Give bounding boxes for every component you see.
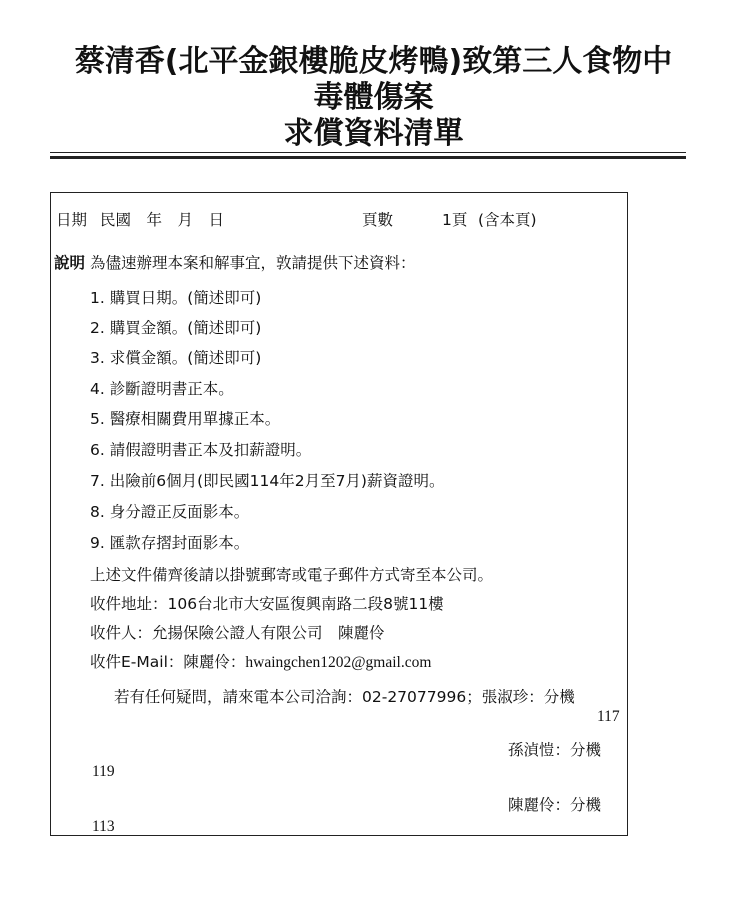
date-label: 日期 <box>56 211 88 229</box>
address-label: 收件地址： <box>90 595 168 613</box>
intro-label: 說明 <box>54 254 86 272</box>
list-item: 4. 診斷證明書正本。 <box>90 380 234 398</box>
list-item: 7. 出險前6個月(即民國114年2月至7月)薪資證明。 <box>90 472 445 490</box>
contact-name-3: 陳麗伶：分機 <box>508 796 602 814</box>
list-item: 3. 求償金額。(簡述即可) <box>90 349 262 367</box>
list-item: 1. 購買日期。(簡述即可) <box>90 289 262 307</box>
title-divider-thick <box>50 156 686 159</box>
document-title-line-1: 蔡清香(北平金銀樓脆皮烤鴨)致第三人食物中 <box>74 44 673 79</box>
extension-117: 117 <box>597 708 620 725</box>
email-line <box>90 652 431 673</box>
title-divider-thin <box>50 152 686 153</box>
recipient-line <box>90 623 385 643</box>
intro-text <box>54 253 415 273</box>
pages-value: 1頁 <box>442 211 468 229</box>
list-item: 5. 醫療相關費用單據正本。 <box>90 410 281 428</box>
contact-name-2: 孫湞愷：分機 <box>508 741 602 759</box>
contact-line: 若有任何疑問，請來電本公司洽詢：02-27077996；張淑珍：分機 <box>114 688 575 706</box>
list-item: 2. 購買金額。(簡述即可) <box>90 319 262 337</box>
extension-119: 119 <box>92 763 115 780</box>
email-address: hwaingchen1202@gmail.com <box>245 654 432 671</box>
extension-113: 113 <box>92 818 115 835</box>
address-line <box>90 594 444 614</box>
pages-note: (含本頁) <box>478 211 537 229</box>
email-label: 收件E-Mail：陳麗伶： <box>90 653 246 671</box>
address-value: 106台北市大安區復興南路二段8號11樓 <box>167 595 444 613</box>
list-item: 9. 匯款存摺封面影本。 <box>90 534 250 552</box>
recipient-value: 允揚保險公證人有限公司 陳麗伶 <box>152 624 385 642</box>
list-item: 6. 請假證明書正本及扣薪證明。 <box>90 441 312 459</box>
document-title-line-2: 毒體傷案 <box>313 80 434 115</box>
document-title-line-3: 求償資料清單 <box>283 116 464 151</box>
mailing-note: 上述文件備齊後請以掛號郵寄或電子郵件方式寄至本公司。 <box>90 566 494 584</box>
date-value: 民國 年 月 日 <box>100 211 225 229</box>
recipient-label: 收件人： <box>90 624 153 642</box>
pages-label: 頁數 <box>362 211 394 229</box>
intro-body: 為儘速辦理本案和解事宜，敦請提供下述資料： <box>89 254 416 272</box>
list-item: 8. 身分證正反面影本。 <box>90 503 250 521</box>
